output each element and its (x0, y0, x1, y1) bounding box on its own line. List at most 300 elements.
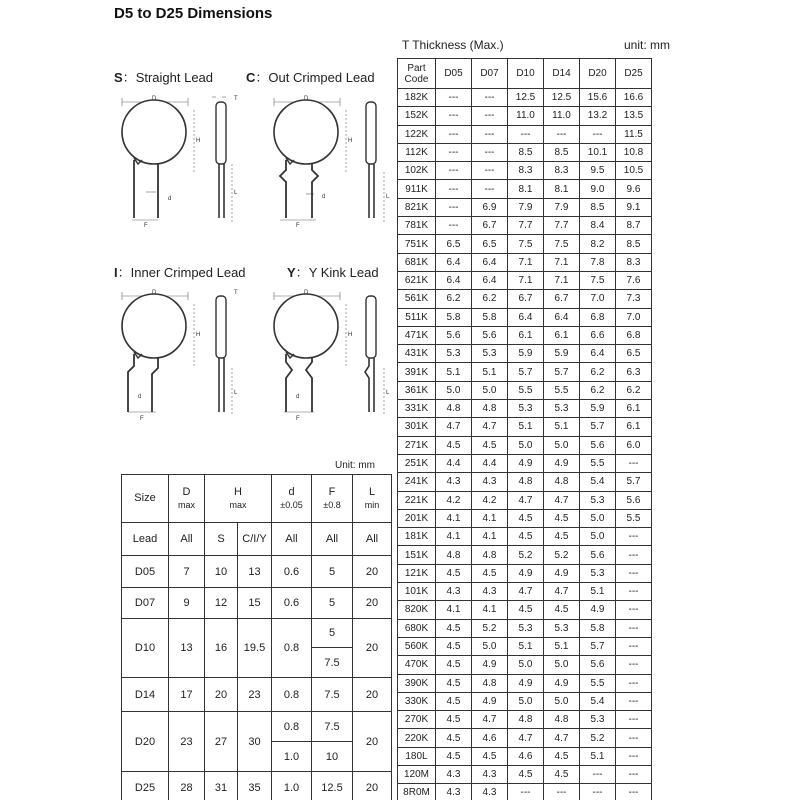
thickness-cell: 5.7 (616, 473, 652, 491)
thickness-cell: 4.5 (472, 436, 508, 454)
part-code-cell: 101K (398, 583, 436, 601)
thickness-cell: 4.7 (544, 583, 580, 601)
dim-label-L: L (386, 194, 390, 200)
thickness-cell: 7.1 (508, 271, 544, 289)
table-row (398, 235, 652, 253)
thickness-cell: 4.1 (472, 528, 508, 546)
thickness-cell: 13.5 (616, 107, 652, 125)
thickness-cell: 16.6 (616, 89, 652, 107)
thickness-cell: 15.6 (580, 89, 616, 107)
table-row: 1.0 10 (122, 742, 392, 772)
thickness-cell: 5.6 (580, 436, 616, 454)
thickness-cell: --- (616, 784, 652, 800)
thickness-cell: 4.5 (436, 564, 472, 582)
thickness-cell: 4.1 (472, 601, 508, 619)
thickness-cell: --- (616, 729, 652, 747)
thickness-cell: 5.3 (508, 400, 544, 418)
thickness-cell: 6.7 (508, 290, 544, 308)
thickness-cell: 9.1 (616, 198, 652, 216)
part-code-cell: 151K (398, 546, 436, 564)
part-code-cell: 251K (398, 454, 436, 472)
thickness-cell: --- (616, 747, 652, 765)
part-code-cell: 681K (398, 253, 436, 271)
table-row: D05 7 10 13 0.6 5 20 (122, 556, 392, 588)
thickness-cell: 6.0 (616, 436, 652, 454)
thickness-cell: 6.3 (616, 363, 652, 381)
part-code-cell: 820K (398, 601, 436, 619)
part-code-cell: 201K (398, 509, 436, 527)
table-row (398, 509, 652, 527)
thickness-cell: 4.8 (472, 546, 508, 564)
thickness-cell: 6.7 (544, 290, 580, 308)
thickness-cell: 6.8 (616, 326, 652, 344)
thickness-unit: unit: mm (623, 38, 670, 52)
thickness-cell: 4.5 (544, 747, 580, 765)
part-code-cell: 361K (398, 381, 436, 399)
thickness-cell: --- (580, 125, 616, 143)
table-row (398, 143, 652, 161)
table-row (398, 784, 652, 800)
column-header: D07 (472, 59, 508, 89)
thickness-cell: 5.5 (580, 674, 616, 692)
thickness-cell: 4.7 (544, 491, 580, 509)
thickness-cell: 5.3 (544, 400, 580, 418)
thickness-cell: 5.0 (544, 436, 580, 454)
dim-label-d: d (138, 394, 142, 400)
thickness-cell: 6.7 (472, 217, 508, 235)
thickness-cell: 5.3 (580, 491, 616, 509)
thickness-cell: 6.4 (472, 271, 508, 289)
thickness-cell: 8.7 (616, 217, 652, 235)
thickness-cell: 4.3 (436, 765, 472, 783)
part-code-cell: 471K (398, 326, 436, 344)
thickness-cell: 5.2 (544, 546, 580, 564)
dim-label-T: T (234, 96, 238, 102)
thickness-cell: 7.7 (544, 217, 580, 235)
thickness-cell: 7.5 (544, 235, 580, 253)
part-code-header: Part Code (398, 59, 436, 89)
thickness-cell: 6.2 (580, 381, 616, 399)
thickness-cell: --- (472, 89, 508, 107)
thickness-cell: 4.9 (544, 674, 580, 692)
dim-label-L: L (386, 390, 390, 396)
dim-label-L: L (234, 190, 238, 196)
straight-lead-diagram (112, 94, 247, 230)
thickness-cell: 12.5 (508, 89, 544, 107)
table-row (398, 125, 652, 143)
dim-label-D: D (304, 96, 309, 102)
table-row (398, 619, 652, 637)
thickness-cell: 4.7 (436, 418, 472, 436)
thickness-cell: --- (436, 217, 472, 235)
thickness-cell: 6.8 (580, 308, 616, 326)
thickness-cell: 4.8 (544, 711, 580, 729)
thickness-cell: 4.5 (472, 747, 508, 765)
thickness-cell: 4.6 (472, 729, 508, 747)
table-row (398, 107, 652, 125)
thickness-cell: --- (436, 89, 472, 107)
thickness-cell: 4.8 (508, 473, 544, 491)
thickness-cell: 5.2 (580, 729, 616, 747)
column-header: D20 (580, 59, 616, 89)
table-row (398, 436, 652, 454)
thickness-cell: 5.2 (508, 546, 544, 564)
thickness-cell: 9.0 (580, 180, 616, 198)
thickness-cell: 8.3 (544, 162, 580, 180)
thickness-cell: 7.5 (580, 271, 616, 289)
thickness-cell: 6.6 (580, 326, 616, 344)
thickness-cell: 5.0 (508, 656, 544, 674)
table-row: D10 13 16 19.5 0.8 5 20 (122, 619, 392, 648)
thickness-cell: 6.1 (616, 400, 652, 418)
thickness-cell: 7.6 (616, 271, 652, 289)
thickness-cell: 5.8 (580, 619, 616, 637)
thickness-cell: 4.2 (436, 491, 472, 509)
thickness-cell: 11.5 (616, 125, 652, 143)
part-code-cell: 220K (398, 729, 436, 747)
thickness-cell: 5.9 (580, 400, 616, 418)
column-header: D25 (616, 59, 652, 89)
thickness-cell: 5.7 (508, 363, 544, 381)
part-code-cell: 241K (398, 473, 436, 491)
thickness-cell: 4.5 (436, 656, 472, 674)
part-code-cell: 182K (398, 89, 436, 107)
thickness-cell: 6.4 (472, 253, 508, 271)
thickness-cell: 4.5 (472, 564, 508, 582)
thickness-cell: --- (472, 180, 508, 198)
thickness-cell: 4.9 (508, 674, 544, 692)
thickness-cell: 4.3 (472, 765, 508, 783)
part-code-cell: 431K (398, 345, 436, 363)
thickness-cell: --- (436, 180, 472, 198)
thickness-cell: 4.7 (544, 729, 580, 747)
thickness-cell: 4.5 (436, 692, 472, 710)
thickness-cell: 5.1 (544, 637, 580, 655)
thickness-cell: 5.1 (544, 418, 580, 436)
thickness-cell: 6.4 (436, 271, 472, 289)
thickness-cell: 8.5 (580, 198, 616, 216)
part-code-cell: 560K (398, 637, 436, 655)
thickness-cell: 8.2 (580, 235, 616, 253)
part-code-cell: 122K (398, 125, 436, 143)
thickness-cell: --- (616, 637, 652, 655)
table-row (398, 692, 652, 710)
thickness-cell: 7.1 (544, 253, 580, 271)
thickness-cell: 5.2 (472, 619, 508, 637)
table-row (398, 217, 652, 235)
thickness-cell: 4.5 (436, 637, 472, 655)
thickness-cell: 6.9 (472, 198, 508, 216)
thickness-cell: 6.2 (580, 363, 616, 381)
D-header: D max (169, 475, 205, 523)
dim-label-F: F (144, 223, 148, 229)
dim-label-D: D (152, 290, 157, 296)
part-code-cell: 301K (398, 418, 436, 436)
thickness-cell: 5.1 (508, 637, 544, 655)
table-row (398, 583, 652, 601)
dimension-unit: Unit: mm (335, 460, 375, 471)
table-row (398, 564, 652, 582)
dimension-table (121, 474, 392, 800)
lead-label-y-kink: Y：Y Kink Lead (287, 265, 379, 280)
thickness-cell: 6.5 (436, 235, 472, 253)
thickness-cell: 5.1 (508, 418, 544, 436)
thickness-cell: 4.5 (436, 619, 472, 637)
part-code-cell: 270K (398, 711, 436, 729)
thickness-cell: 7.1 (508, 253, 544, 271)
thickness-cell: 5.0 (544, 692, 580, 710)
thickness-cell: 5.6 (472, 326, 508, 344)
thickness-cell: 4.9 (472, 656, 508, 674)
thickness-cell: 12.5 (544, 89, 580, 107)
thickness-cell: 4.3 (436, 583, 472, 601)
thickness-cell: 4.3 (472, 784, 508, 800)
part-code-cell: 621K (398, 271, 436, 289)
thickness-cell: 5.3 (580, 564, 616, 582)
thickness-cell: 5.5 (580, 454, 616, 472)
thickness-cell: 9.5 (580, 162, 616, 180)
thickness-cell: 5.1 (580, 583, 616, 601)
thickness-cell: 5.9 (508, 345, 544, 363)
thickness-cell: 7.7 (508, 217, 544, 235)
thickness-cell: 7.3 (616, 290, 652, 308)
thickness-cell: 8.5 (544, 143, 580, 161)
thickness-cell: 7.1 (544, 271, 580, 289)
thickness-cell: 4.1 (436, 509, 472, 527)
table-row (398, 290, 652, 308)
thickness-cell: 5.6 (580, 546, 616, 564)
inner-crimped-lead-diagram (112, 288, 247, 424)
thickness-cell: 5.0 (436, 381, 472, 399)
dimension-header-row (122, 475, 392, 523)
dim-label-F: F (296, 416, 300, 422)
thickness-cell: 5.4 (580, 473, 616, 491)
thickness-cell: 4.8 (472, 674, 508, 692)
thickness-cell: 4.4 (436, 454, 472, 472)
thickness-cell: 5.3 (580, 711, 616, 729)
part-code-cell: 751K (398, 235, 436, 253)
thickness-cell: --- (616, 564, 652, 582)
thickness-cell: 11.0 (544, 107, 580, 125)
y-kink-lead-diagram (266, 288, 401, 424)
thickness-cell: 4.7 (472, 418, 508, 436)
H-header: H max (205, 475, 272, 523)
thickness-body (398, 89, 652, 800)
column-header: D14 (544, 59, 580, 89)
thickness-cell: 8.3 (616, 253, 652, 271)
table-row: D20 23 27 30 0.8 7.5 20 (122, 712, 392, 742)
thickness-cell: 6.4 (436, 253, 472, 271)
thickness-cell: 5.8 (472, 308, 508, 326)
thickness-cell: --- (472, 162, 508, 180)
thickness-cell: 9.6 (616, 180, 652, 198)
part-code-cell: 8R0M (398, 784, 436, 800)
thickness-cell: --- (472, 143, 508, 161)
thickness-cell: 5.0 (544, 656, 580, 674)
dim-label-L: L (234, 390, 238, 396)
dim-label-F: F (140, 416, 144, 422)
table-row: D07 9 12 15 0.6 5 20 (122, 588, 392, 619)
thickness-cell: 8.4 (580, 217, 616, 235)
table-row (398, 546, 652, 564)
table-row (398, 729, 652, 747)
thickness-cell: 5.3 (544, 619, 580, 637)
thickness-cell: 4.8 (472, 400, 508, 418)
thickness-cell: 6.4 (580, 345, 616, 363)
thickness-cell: 4.5 (436, 674, 472, 692)
table-row (398, 198, 652, 216)
thickness-cell: 4.8 (436, 546, 472, 564)
part-code-cell: 511K (398, 308, 436, 326)
thickness-cell: --- (436, 125, 472, 143)
thickness-cell: 8.5 (616, 235, 652, 253)
part-code-cell: 180L (398, 747, 436, 765)
dim-label-F: F (296, 223, 300, 229)
thickness-cell: 4.8 (544, 473, 580, 491)
part-code-cell: 152K (398, 107, 436, 125)
table-row (398, 674, 652, 692)
thickness-cell: 6.1 (616, 418, 652, 436)
thickness-cell: 4.3 (436, 473, 472, 491)
table-row (398, 747, 652, 765)
page-title: D5 to D25 Dimensions (114, 5, 273, 22)
thickness-cell: 5.0 (580, 528, 616, 546)
thickness-cell: 10.5 (616, 162, 652, 180)
part-code-cell: 102K (398, 162, 436, 180)
thickness-cell: 4.8 (436, 400, 472, 418)
thickness-cell: 5.3 (472, 345, 508, 363)
thickness-cell: --- (616, 765, 652, 783)
thickness-cell: 5.1 (436, 363, 472, 381)
thickness-cell: 5.7 (580, 418, 616, 436)
dim-label-H: H (196, 332, 201, 338)
thickness-cell: 6.5 (472, 235, 508, 253)
part-code-cell: 331K (398, 400, 436, 418)
dim-label-H: H (196, 138, 201, 144)
part-code-cell: 391K (398, 363, 436, 381)
thickness-cell: 6.2 (616, 381, 652, 399)
thickness-cell: 4.5 (508, 601, 544, 619)
thickness-cell: 11.0 (508, 107, 544, 125)
part-code-cell: 330K (398, 692, 436, 710)
part-code-cell: 390K (398, 674, 436, 692)
thickness-cell: 4.7 (472, 711, 508, 729)
thickness-cell: --- (436, 198, 472, 216)
thickness-cell: --- (616, 674, 652, 692)
part-code-cell: 561K (398, 290, 436, 308)
table-row (398, 381, 652, 399)
thickness-cell: 4.5 (436, 747, 472, 765)
thickness-cell: 4.5 (436, 711, 472, 729)
lead-label-out-crimped: C：Out Crimped Lead (246, 70, 375, 85)
table-row (398, 656, 652, 674)
thickness-cell: --- (436, 143, 472, 161)
table-row (398, 180, 652, 198)
part-code-cell: 120M (398, 765, 436, 783)
thickness-cell: --- (472, 125, 508, 143)
d-header: d ±0.05 (272, 475, 312, 523)
dim-label-T: T (234, 290, 238, 296)
table-row (398, 271, 652, 289)
part-code-cell: 470K (398, 656, 436, 674)
thickness-cell: 4.5 (508, 765, 544, 783)
thickness-cell: 7.8 (580, 253, 616, 271)
table-row (398, 454, 652, 472)
thickness-cell: 4.5 (544, 528, 580, 546)
dim-label-D: D (304, 290, 309, 296)
thickness-cell: --- (616, 656, 652, 674)
table-row (398, 637, 652, 655)
part-code-cell: 781K (398, 217, 436, 235)
thickness-cell: 4.2 (472, 491, 508, 509)
thickness-cell: 4.5 (436, 436, 472, 454)
thickness-cell: --- (616, 619, 652, 637)
thickness-cell: --- (616, 546, 652, 564)
lead-label-straight: S：Straight Lead (114, 70, 214, 85)
thickness-table (397, 58, 652, 800)
thickness-cell: 4.7 (508, 729, 544, 747)
table-row (398, 711, 652, 729)
thickness-cell: 7.9 (508, 198, 544, 216)
thickness-cell: 5.0 (508, 436, 544, 454)
table-row (398, 345, 652, 363)
thickness-cell: 5.5 (508, 381, 544, 399)
thickness-caption (402, 38, 670, 52)
thickness-cell: 4.9 (544, 454, 580, 472)
thickness-cell: 7.9 (544, 198, 580, 216)
table-row (398, 418, 652, 436)
size-header: Size (122, 475, 169, 523)
thickness-cell: 13.2 (580, 107, 616, 125)
table-row: D25 28 31 35 1.0 12.5 20 (122, 772, 392, 800)
table-row (398, 162, 652, 180)
thickness-cell: 5.0 (580, 509, 616, 527)
thickness-cell: --- (580, 784, 616, 800)
part-code-cell: 121K (398, 564, 436, 582)
thickness-cell: --- (508, 125, 544, 143)
thickness-cell: 4.4 (472, 454, 508, 472)
lead-label-inner-crimped: I：Inner Crimped Lead (114, 265, 246, 280)
thickness-cell: 8.1 (544, 180, 580, 198)
thickness-cell: 6.4 (508, 308, 544, 326)
thickness-cell: 4.8 (508, 711, 544, 729)
dim-label-d: d (296, 394, 300, 400)
thickness-cell: 4.9 (544, 564, 580, 582)
thickness-cell: 4.3 (472, 473, 508, 491)
dim-label-D: D (152, 96, 157, 102)
thickness-cell: 5.0 (472, 637, 508, 655)
thickness-cell: 4.5 (508, 528, 544, 546)
thickness-cell: 6.1 (544, 326, 580, 344)
thickness-cell: 5.6 (616, 491, 652, 509)
thickness-cell: 4.1 (472, 509, 508, 527)
thickness-cell: 5.1 (472, 363, 508, 381)
dim-label-H: H (348, 332, 353, 338)
thickness-cell: --- (472, 107, 508, 125)
thickness-cell: 5.4 (580, 692, 616, 710)
thickness-cell: 4.5 (508, 509, 544, 527)
thickness-cell: 5.0 (508, 692, 544, 710)
thickness-cell: 4.9 (508, 454, 544, 472)
thickness-cell: 4.5 (436, 729, 472, 747)
part-code-cell: 221K (398, 491, 436, 509)
thickness-cell: 4.5 (544, 601, 580, 619)
thickness-cell: --- (544, 784, 580, 800)
table-row (398, 363, 652, 381)
part-code-cell: 911K (398, 180, 436, 198)
table-row (398, 308, 652, 326)
part-code-cell: 821K (398, 198, 436, 216)
